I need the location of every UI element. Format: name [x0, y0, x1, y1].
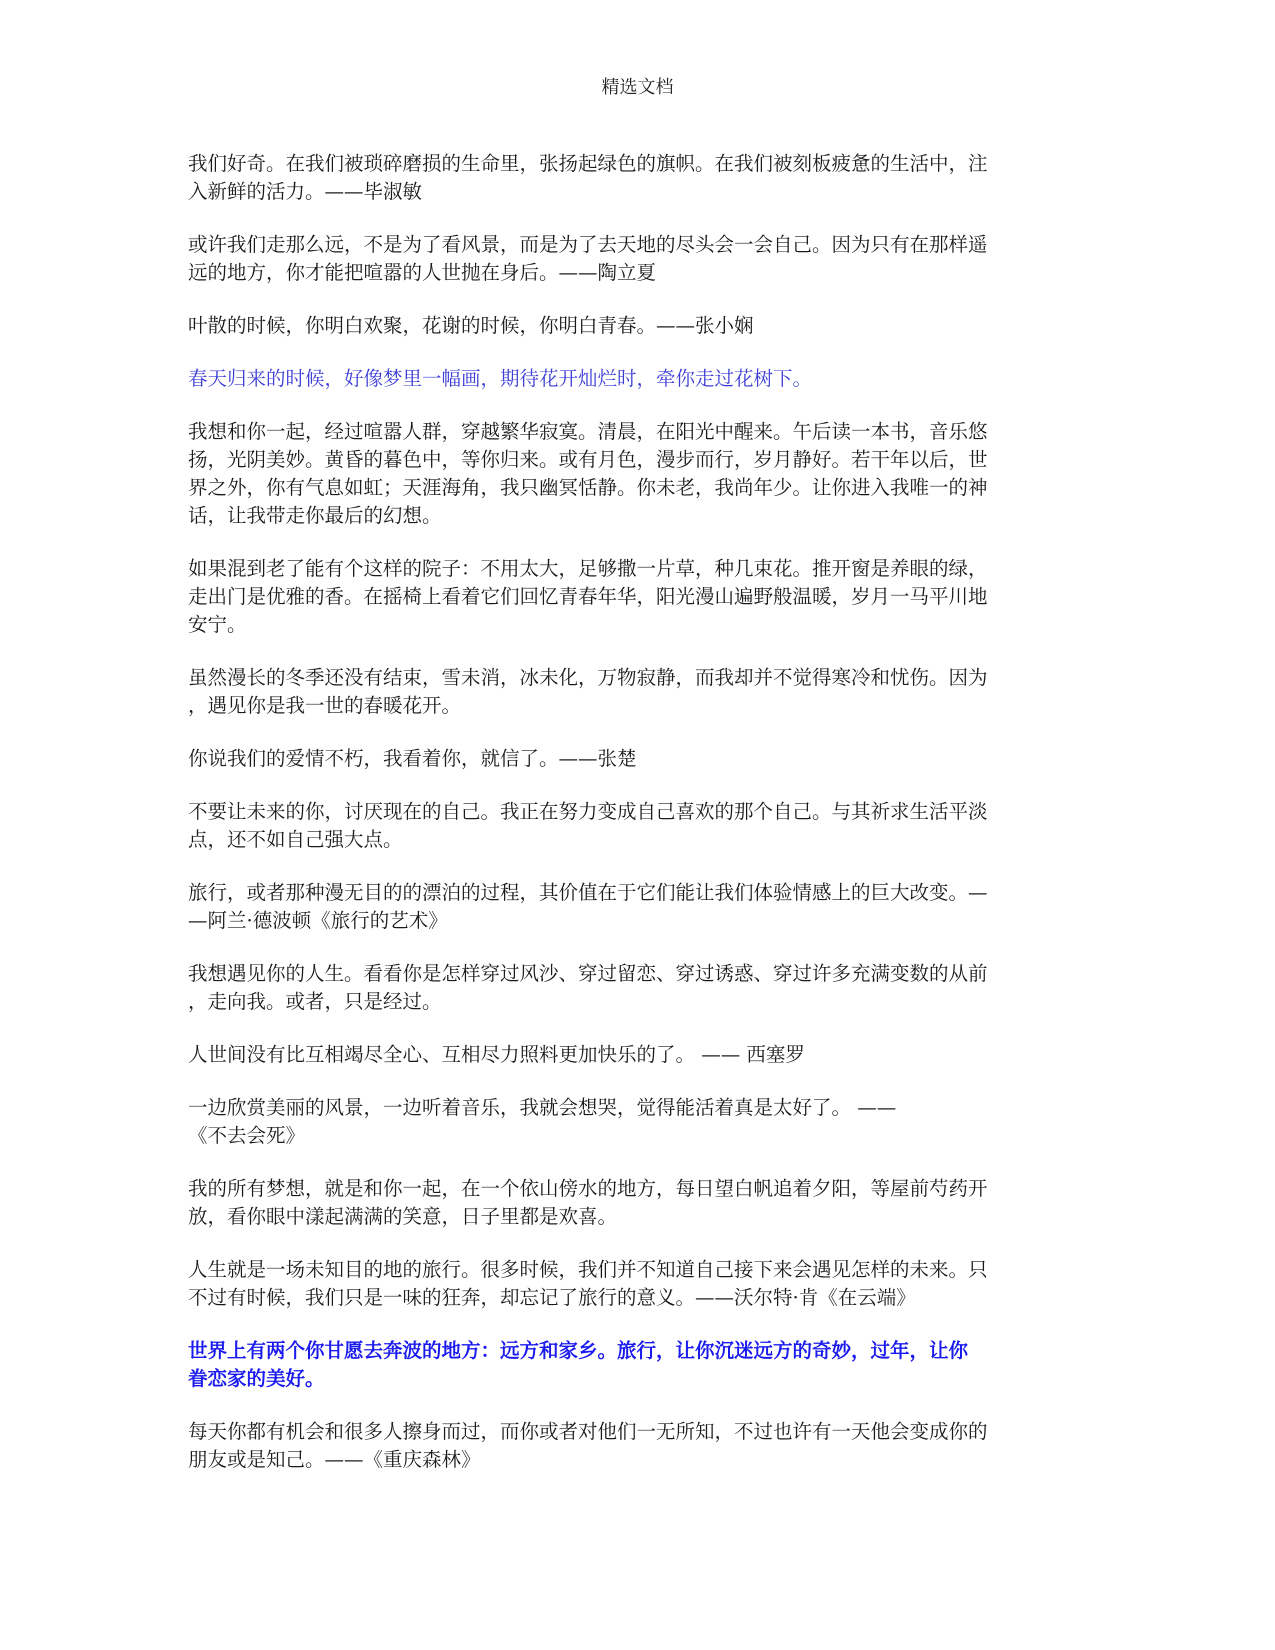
- document-body: [188, 150, 1088, 1499]
- paragraph-line: 朋友或是知己。——《重庆森林》: [188, 1448, 481, 1471]
- paragraph-line: 走出门是优雅的香。在摇椅上看着它们回忆青春年华，阳光漫山遍野般温暖，岁月一马平川地: [188, 585, 988, 608]
- paragraph-line: 安宁。: [188, 613, 247, 636]
- paragraph-line: 入新鲜的活力。——毕淑敏: [188, 180, 423, 203]
- quote-paragraph: [188, 1175, 1088, 1231]
- paragraph-line: 一边欣赏美丽的风景，一边听着音乐，我就会想哭，觉得能活着真是太好了。 ——: [188, 1096, 897, 1119]
- paragraph-line: 世界上有两个你甘愿去奔波的地方：远方和家乡。旅行，让你沉迷远方的奇妙，过年，让你: [188, 1339, 969, 1362]
- quote-paragraph: [188, 418, 1088, 530]
- quote-paragraph: [188, 664, 1088, 720]
- paragraph-line: ，遇见你是我一世的春暖花开。: [188, 694, 462, 717]
- quote-paragraph: [188, 879, 1088, 935]
- quote-paragraph: [188, 1337, 1088, 1393]
- paragraph-line: 点，还不如自己强大点。: [188, 828, 403, 851]
- quote-paragraph: [188, 312, 1088, 340]
- paragraph-line: 扬，光阴美妙。黄昏的暮色中，等你归来。或有月色，漫步而行，岁月静好。若干年以后，世: [188, 448, 988, 471]
- paragraph-line: 人世间没有比互相竭尽全心、互相尽力照料更加快乐的了。 —— 西塞罗: [188, 1043, 805, 1066]
- paragraph-line: 我想和你一起，经过喧嚣人群，穿越繁华寂寞。清晨，在阳光中醒来。午后读一本书，音乐悠: [188, 420, 988, 443]
- paragraph-line: 春天归来的时候，好像梦里一幅画，期待花开灿烂时，牵你走过花树下。: [188, 367, 813, 390]
- paragraph-line: 我的所有梦想，就是和你一起，在一个依山傍水的地方，每日望白帆追着夕阳，等屋前芍药开: [188, 1177, 988, 1200]
- paragraph-line: 远的地方，你才能把喧嚣的人世抛在身后。——陶立夏: [188, 261, 657, 284]
- paragraph-line: 如果混到老了能有个这样的院子：不用太大，足够撒一片草，种几束花。推开窗是养眼的绿，: [188, 557, 988, 580]
- quote-paragraph: [188, 231, 1088, 287]
- page-header-title: 精选文档: [601, 77, 674, 98]
- paragraph-line: 不要让未来的你，讨厌现在的自己。我正在努力变成自己喜欢的那个自己。与其祈求生活平淡: [188, 800, 988, 823]
- paragraph-line: 不过有时候，我们只是一味的狂奔，却忘记了旅行的意义。——沃尔特·肯《在云端》: [188, 1286, 916, 1309]
- quote-paragraph: [188, 555, 1088, 639]
- quote-paragraph: [188, 150, 1088, 206]
- paragraph-line: —阿兰·德波顿《旅行的艺术》: [188, 909, 448, 932]
- paragraph-line: 虽然漫长的冬季还没有结束，雪未消，冰未化，万物寂静，而我却并不觉得寒冷和忧伤。因为: [188, 666, 988, 689]
- paragraph-line: 《不去会死》: [188, 1124, 306, 1147]
- quote-paragraph: [188, 1094, 1088, 1150]
- paragraph-line: 或许我们走那么远，不是为了看风景，而是为了去天地的尽头会一会自己。因为只有在那样遥: [188, 233, 988, 256]
- paragraph-line: 眷恋家的美好。: [188, 1367, 325, 1390]
- paragraph-line: 放，看你眼中漾起满满的笑意，日子里都是欢喜。: [188, 1205, 618, 1228]
- quote-paragraph: [188, 1041, 1088, 1069]
- quote-paragraph: [188, 1418, 1088, 1474]
- paragraph-line: 我想遇见你的人生。看看你是怎样穿过风沙、穿过留恋、穿过诱惑、穿过许多充满变数的从前: [188, 962, 988, 985]
- quote-paragraph: [188, 1256, 1088, 1312]
- paragraph-line: 旅行，或者那种漫无目的的漂泊的过程，其价值在于它们能让我们体验情感上的巨大改变。—: [188, 881, 988, 904]
- quote-paragraph: [188, 745, 1088, 773]
- paragraph-line: 你说我们的爱情不朽，我看着你，就信了。——张楚: [188, 747, 637, 770]
- paragraph-line: 话，让我带走你最后的幻想。: [188, 504, 442, 527]
- quote-paragraph: [188, 798, 1088, 854]
- paragraph-line: 界之外，你有气息如虹；天涯海角，我只幽冥恬静。你未老，我尚年少。让你进入我唯一的神: [188, 476, 988, 499]
- paragraph-line: ，走向我。或者，只是经过。: [188, 990, 442, 1013]
- paragraph-line: 每天你都有机会和很多人擦身而过，而你或者对他们一无所知，不过也许有一天他会变成你的: [188, 1420, 988, 1443]
- paragraph-line: 叶散的时候，你明白欢聚，花谢的时候，你明白青春。——张小娴: [188, 314, 754, 337]
- paragraph-line: 人生就是一场未知目的地的旅行。很多时候，我们并不知道自己接下来会遇见怎样的未来。只: [188, 1258, 988, 1281]
- quote-paragraph: [188, 960, 1088, 1016]
- quote-paragraph: [188, 365, 1088, 393]
- paragraph-line: 我们好奇。在我们被琐碎磨损的生命里，张扬起绿色的旗帜。在我们被刻板疲惫的生活中，注: [188, 152, 988, 175]
